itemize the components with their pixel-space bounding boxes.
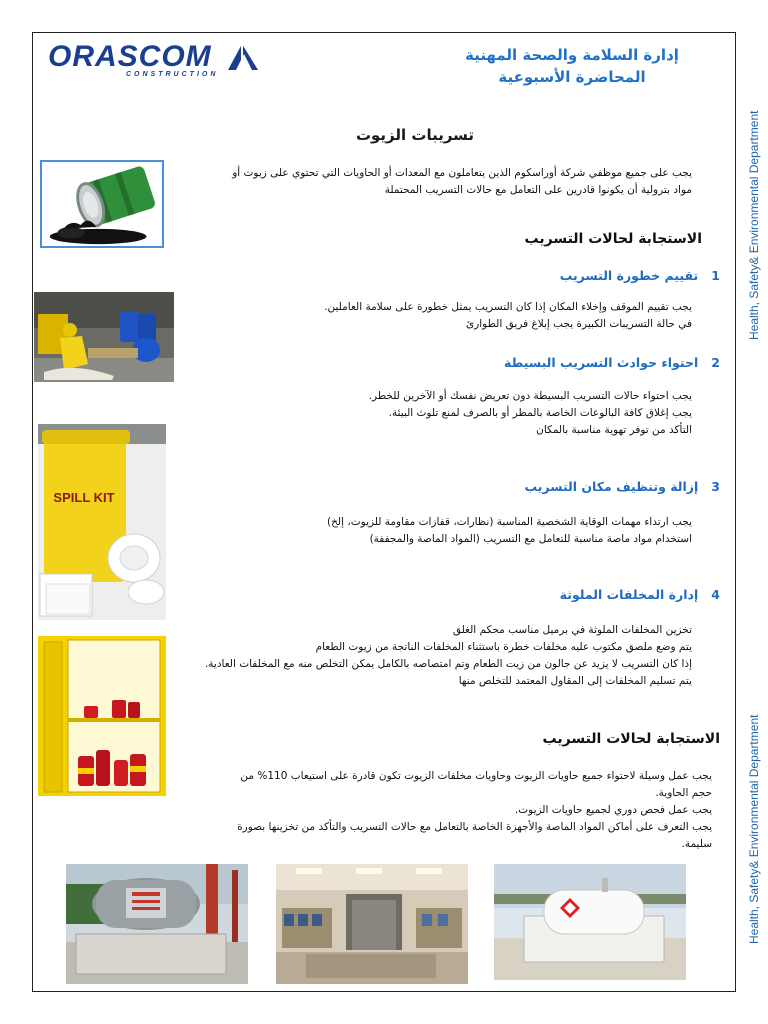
intro-paragraph	[212, 165, 692, 199]
section-1-heading	[470, 268, 720, 283]
body-line: تخزين المخلفات الملوثة في برميل مناسب محكم الغلق	[452, 624, 692, 636]
logo-emblem-icon	[226, 42, 260, 72]
body-line: التأكد من توفر تهوية مناسبة بالمكان	[536, 424, 692, 436]
section-title: تقييم خطورة التسريب	[559, 268, 699, 283]
response-heading: الاستجابة لحالات التسريب	[524, 231, 702, 247]
body-line: يتم تسليم المخلفات إلى المقاول المعتمد للتخلص منها	[458, 675, 692, 687]
flammable-storage-cabinet-image	[38, 636, 166, 796]
section-number: 3	[711, 479, 720, 494]
section-number: 1	[711, 268, 720, 283]
spill-cleanup-worker-image	[34, 292, 174, 382]
spill-kit-text: SPILL KIT	[53, 490, 115, 505]
document-title: تسريبات الزيوت	[355, 126, 475, 144]
body-line: يجب عمل فحص دوري لجميع حاويات الزيوت.	[514, 804, 712, 816]
section-3-heading	[470, 479, 720, 494]
section-1-body	[272, 299, 692, 333]
body-line: إذا كان التسريب لا يزيد عن جالون من زيت الطعام وتم امتصاصه بالكامل يمكن التخلص منه مع المخلفات العادية.	[204, 658, 692, 670]
body-line: في حالة التسريبات الكبيرة يجب إبلاغ فريق الطوارئ	[465, 318, 692, 330]
side-label-bottom: Health, Safety& Environmental Department	[747, 714, 761, 944]
header-line-2: المحاضرة الأسبوعية	[498, 68, 646, 86]
body-line: يجب عمل وسيلة لاحتواء جميع حاويات الزيوت وحاويات مخلفات الزيوت تكون قادرة على استيعاب 110% من	[240, 770, 712, 782]
oil-tank-secondary-containment-image	[66, 864, 248, 984]
logo-subtitle: CONSTRUCTION	[126, 71, 219, 78]
section-2-heading	[470, 355, 720, 370]
prevention-heading: الاستجابة لحالات التسريب	[542, 731, 720, 747]
prevention-paragraph	[192, 768, 712, 853]
oil-barrel-spill-image	[40, 160, 164, 248]
section-title: احتواء حوادث التسريب البسيطة	[504, 355, 699, 370]
header-line-1: إدارة السلامة والصحة المهنية	[465, 46, 679, 64]
body-line: يجب احتواء حالات التسريب البسيطة دون تعريض نفسك أو الآخرين للخطر.	[368, 390, 692, 402]
body-line: يجب ارتداء مهمات الوقاية الشخصية المناسبة (نظارات، قفازات مقاومة للزيوت، إلخ)	[327, 516, 692, 528]
body-line: استخدام مواد ماصة مناسبة للتعامل مع التسريب (المواد الماصة والمجففة)	[369, 533, 692, 545]
section-4-body	[132, 622, 692, 690]
body-line: يجب التعرف على أماكن المواد الماصة والأجهزة الخاصة بالتعامل مع حالات التسريب والتأكد من تخزينها بصورة	[237, 821, 712, 833]
section-3-body	[232, 514, 692, 548]
orascom-logo	[48, 40, 258, 84]
body-line: يتم وضع ملصق مكتوب عليه مخلفات خطرة باستثناء المخلفات الناتجة من زيوت الطعام	[315, 641, 692, 653]
body-line: حجم الحاوية.	[655, 787, 712, 799]
section-4-heading	[470, 587, 720, 602]
spill-kit-image	[38, 424, 166, 620]
section-number: 4	[711, 587, 720, 602]
diesel-fuel-tank-image	[494, 864, 686, 980]
logo-wordmark: ORASCOM	[48, 40, 212, 73]
intro-line: مواد بترولية أن يكونوا قادرين على التعامل مع حالات التسريب المحتملة	[384, 184, 692, 196]
side-label-top: Health, Safety& Environmental Department	[747, 110, 761, 340]
body-line: يجب تقييم الموقف وإخلاء المكان إذا كان التسريب يمثل خطورة على سلامة العاملين.	[324, 301, 692, 313]
intro-line: يجب على جميع موظفي شركة أوراسكوم الذين يتعاملون مع المعدات أو الحاويات التي تحتوي على زيوت أو	[232, 167, 692, 179]
section-title: إدارة المخلفات الملوثة	[559, 587, 699, 602]
section-title: إزالة وتنظيف مكان التسريب	[524, 479, 699, 494]
body-line: سليمة.	[681, 838, 712, 850]
department-header	[422, 44, 722, 88]
body-line: يجب إغلاق كافة البالوعات الخاصة بالمطر أو بالصرف لمنع تلوث البيئة.	[388, 407, 692, 419]
section-2-body	[272, 388, 692, 439]
oil-storage-room-image	[276, 864, 468, 984]
section-number: 2	[711, 355, 720, 370]
